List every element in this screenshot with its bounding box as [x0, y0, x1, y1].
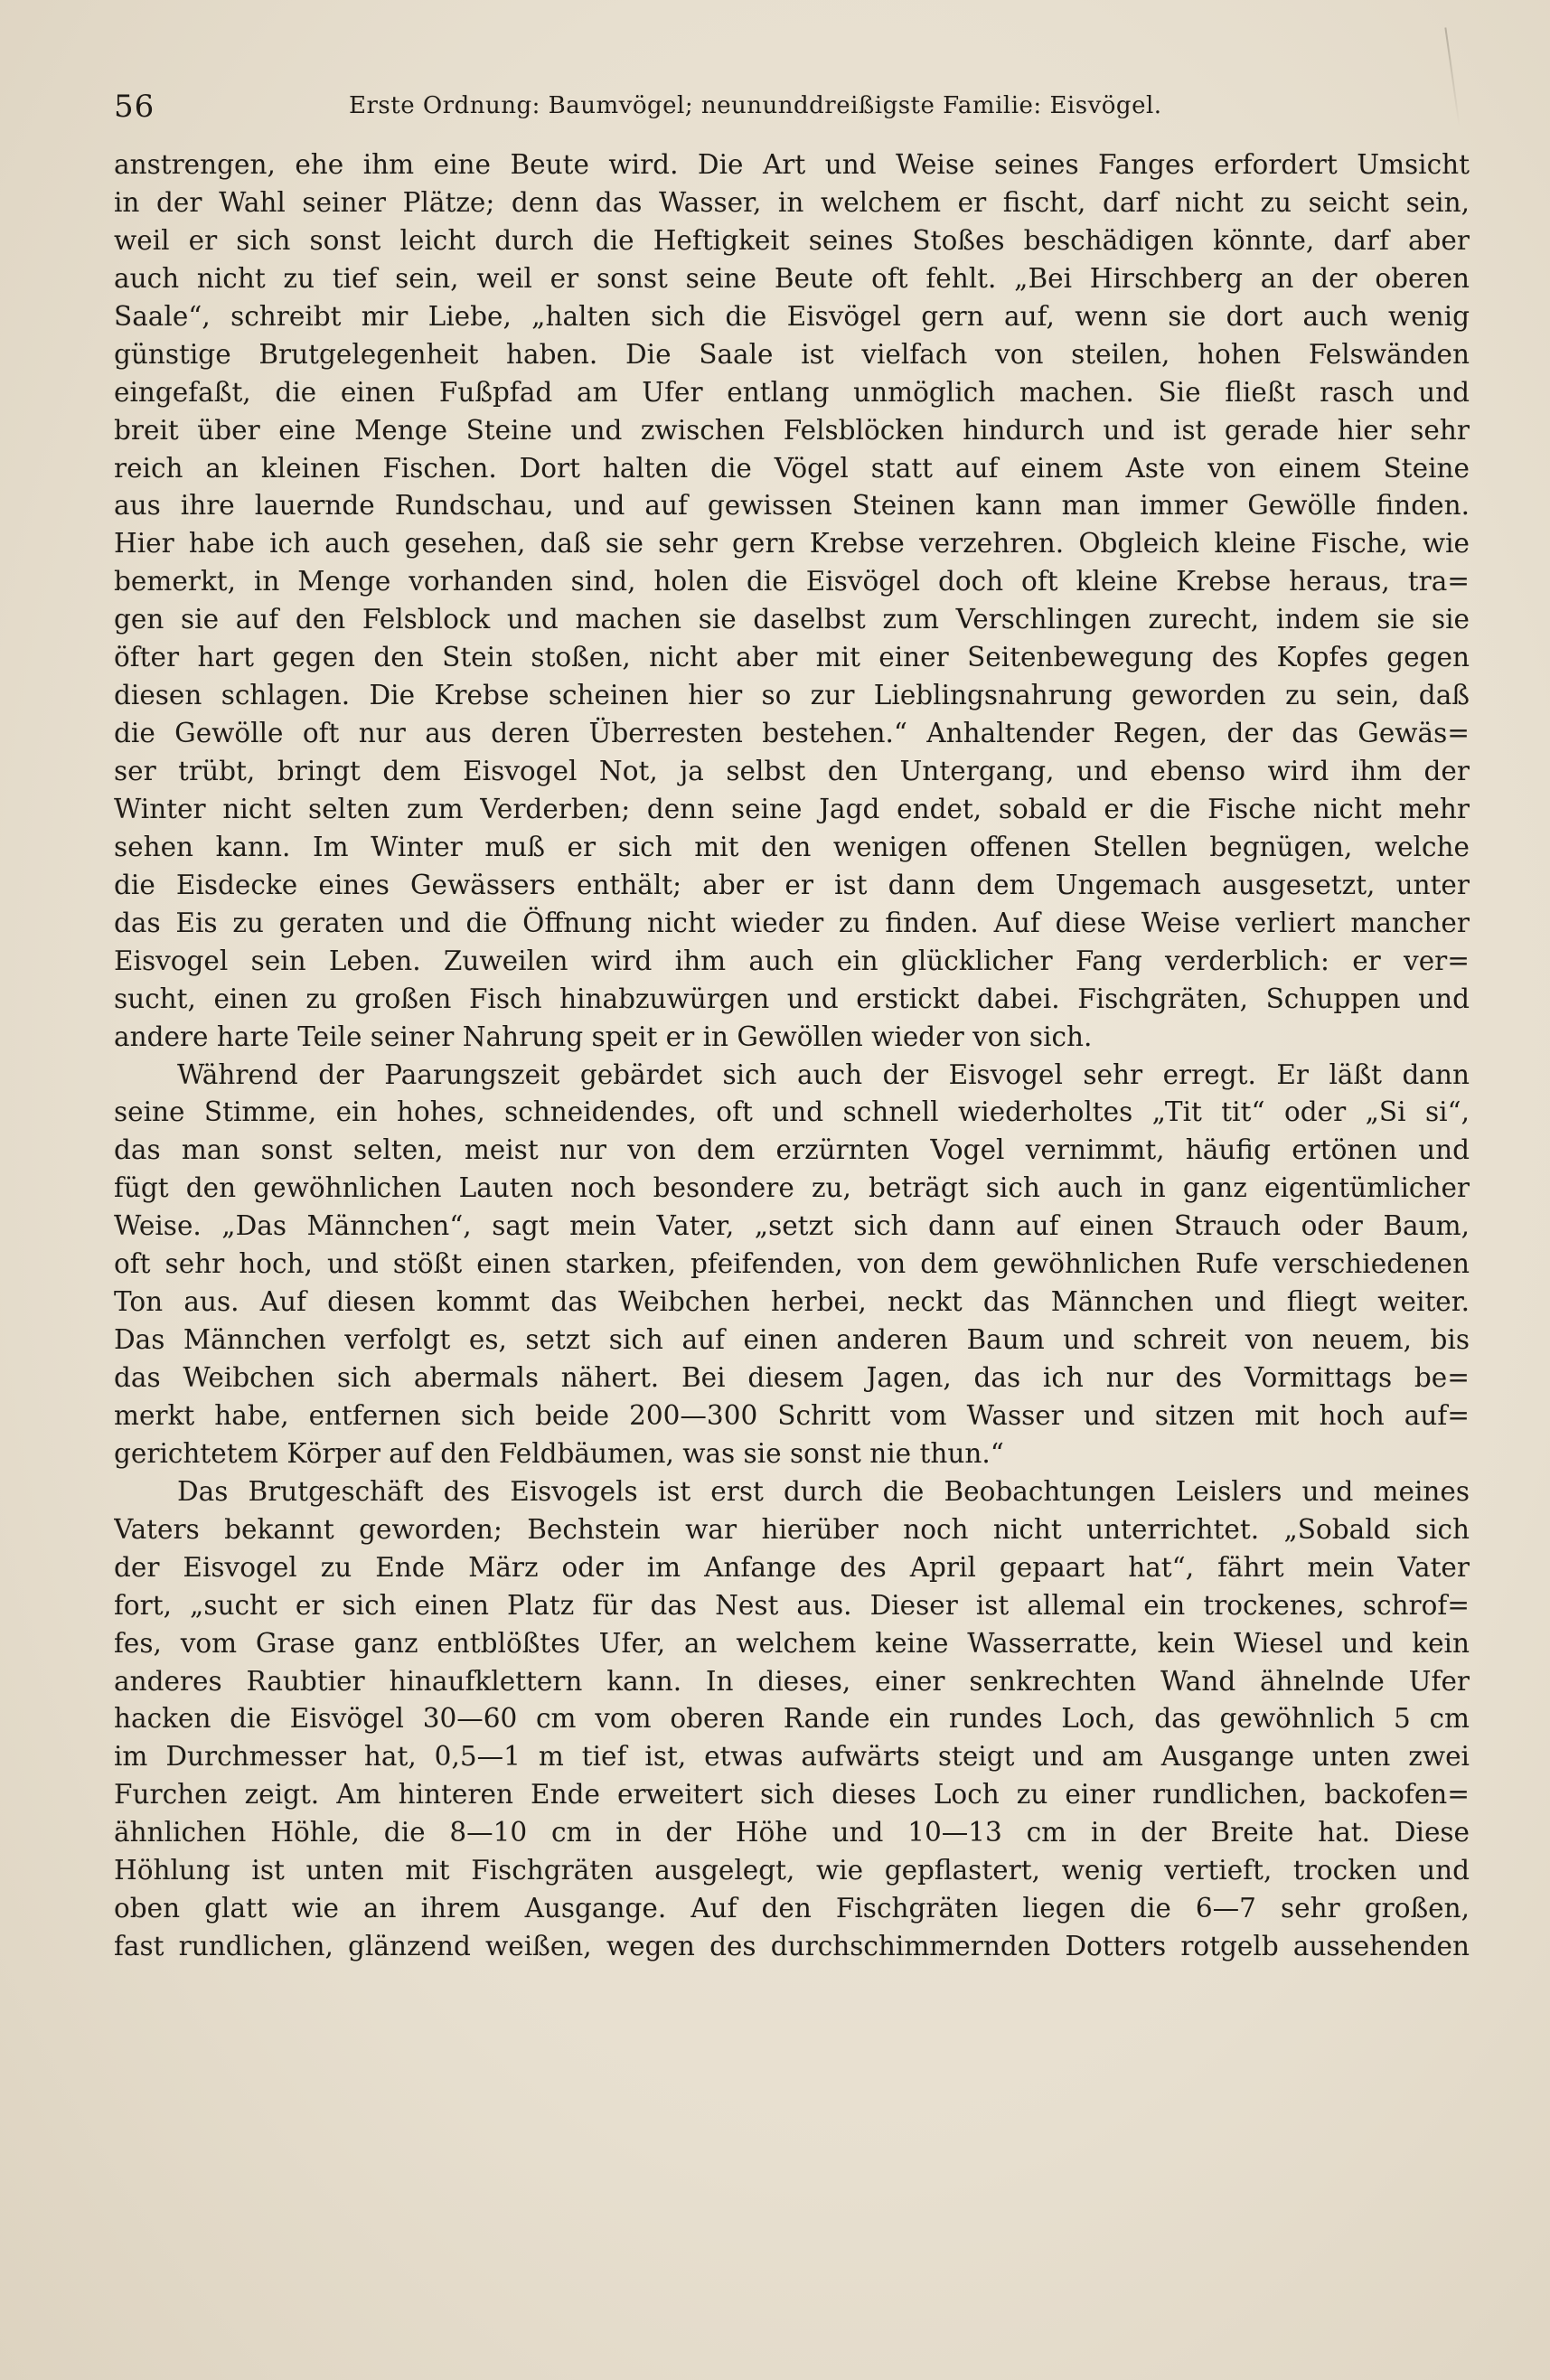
text-line: Ton aus. Auf diesen kommt das Weibchen herbei, neckt das Männchen und fliegt weiter.: [114, 1286, 1470, 1318]
text-line: Vaters bekannt geworden; Bechstein war hierüber noch nicht unterrichtet. „Sobald sich: [114, 1513, 1470, 1545]
text-line: Das Männchen verfolgt es, setzt sich auf einen anderen Baum und schreit von neuem, bis: [114, 1324, 1470, 1356]
text-line: anderes Raubtier hinaufklettern kann. In dieses, einer senkrechten Wand ähnelnde Ufer: [114, 1665, 1470, 1697]
text-line: Furchen zeigt. Am hinteren Ende erweitert sich dieses Loch zu einer rundlichen, backofen=: [114, 1779, 1470, 1811]
text-line: fast rundlichen, glänzend weißen, wegen des durchschimmernden Dotters rotgelb aussehenden: [114, 1931, 1470, 1962]
page-number: 56: [114, 89, 155, 125]
text-line: gen sie auf den Felsblock und machen sie daselbst zum Verschlingen zurecht, indem sie sie: [114, 604, 1470, 635]
page-header: [114, 89, 1470, 134]
text-line-paragraph-end: andere harte Teile seiner Nahrung speit er in Gewöllen wieder von sich.: [114, 1021, 1093, 1052]
text-line: merkt habe, entfernen sich beide 200—300 Schritt vom Wasser und sitzen mit hoch auf=: [114, 1399, 1470, 1431]
text-line: das man sonst selten, meist nur von dem erzürnten Vogel vernimmt, häufig ertönen und: [114, 1134, 1470, 1166]
text-line: breit über eine Menge Steine und zwischen Felsblöcken hindurch und ist gerade hier sehr: [114, 414, 1470, 446]
text-line: fes, vom Grase ganz entblößtes Ufer, an welchem keine Wasserratte, kein Wiesel und kein: [114, 1627, 1470, 1659]
text-line: Eisvogel sein Leben. Zuweilen wird ihm auch ein glücklicher Fang verderblich: er ver=: [114, 945, 1470, 976]
text-line: bemerkt, in Menge vorhanden sind, holen die Eisvögel doch oft kleine Krebse heraus, tra=: [114, 566, 1470, 597]
text-line: oben glatt wie an ihrem Ausgange. Auf den Fischgräten liegen die 6—7 sehr großen,: [114, 1893, 1470, 1924]
text-line: weil er sich sonst leicht durch die Heftigkeit seines Stoßes beschädigen könnte, darf aber: [114, 224, 1470, 256]
text-line: öfter hart gegen den Stein stoßen, nicht aber mit einer Seitenbewegung des Kopfes gegen: [114, 642, 1470, 673]
text-line: die Gewölle oft nur aus deren Überresten bestehen.“ Anhaltender Regen, der das Gewäs=: [114, 718, 1470, 749]
text-line: fügt den gewöhnlichen Lauten noch besondere zu, beträgt sich auch in ganz eigentümlicher: [114, 1172, 1470, 1204]
text-line: fort, „sucht er sich einen Platz für das Nest aus. Dieser ist allemal ein trockenes, schrof=: [114, 1589, 1470, 1621]
text-line: das Eis zu geraten und die Öffnung nicht wieder zu finden. Auf diese Weise verliert mancher: [114, 907, 1470, 938]
text-line: Hier habe ich auch gesehen, daß sie sehr gern Krebse verzehren. Obgleich kleine Fische, wie: [114, 528, 1470, 560]
text-line: der Eisvogel zu Ende März oder im Anfange des April gepaart hat“, fährt mein Vater: [114, 1551, 1470, 1583]
text-line: anstrengen, ehe ihm eine Beute wird. Die Art und Weise seines Fanges erfordert Umsicht: [114, 149, 1470, 180]
body-text: [114, 146, 1470, 1966]
text-line-paragraph-end: gerichtetem Körper auf den Feldbäumen, was sie sonst nie thun.“: [114, 1437, 1004, 1469]
text-line: Höhlung ist unten mit Fischgräten ausgelegt, wie gepflastert, wenig vertieft, trocken und: [114, 1855, 1470, 1886]
text-line: günstige Brutgelegenheit haben. Die Saale ist vielfach von steilen, hohen Felswänden: [114, 338, 1470, 370]
text-line: auch nicht zu tief sein, weil er sonst seine Beute oft fehlt. „Bei Hirschberg an der oberen: [114, 262, 1470, 294]
text-line: sucht, einen zu großen Fisch hinabzuwürgen und erstickt dabei. Fischgräten, Schuppen und: [114, 983, 1470, 1014]
text-line: die Eisdecke eines Gewässers enthält; aber er ist dann dem Ungemach ausgesetzt, unter: [114, 869, 1470, 900]
text-line: sehen kann. Im Winter muß er sich mit den wenigen offenen Stellen begnügen, welche: [114, 831, 1470, 862]
text-line: aus ihre lauernde Rundschau, und auf gewissen Steinen kann man immer Gewölle finden.: [114, 490, 1470, 522]
text-line-paragraph-start: Das Brutgeschäft des Eisvogels ist erst durch die Beobachtungen Leislers und meines: [177, 1475, 1470, 1507]
text-line: ser trübt, bringt dem Eisvogel Not, ja selbst den Untergang, und ebenso wird ihm der: [114, 756, 1470, 786]
text-line: oft sehr hoch, und stößt einen starken, pfeifenden, von dem gewöhnlichen Rufe verschiedenen: [114, 1248, 1470, 1280]
text-line: in der Wahl seiner Plätze; denn das Wasser, in welchem er fischt, darf nicht zu seicht sein,: [114, 186, 1470, 218]
text-line: das Weibchen sich abermals nähert. Bei diesem Jagen, das ich nur des Vormittags be=: [114, 1362, 1470, 1393]
text-line: eingefaßt, die einen Fußpfad am Ufer entlang unmöglich machen. Sie fließt rasch und: [114, 376, 1470, 408]
text-line: diesen schlagen. Die Krebse scheinen hier so zur Lieblingsnahrung geworden zu sein, daß: [114, 680, 1470, 711]
text-line: hacken die Eisvögel 30—60 cm vom oberen Rande ein rundes Loch, das gewöhnlich 5 cm: [114, 1703, 1470, 1735]
text-line: Weise. „Das Männchen“, sagt mein Vater, „setzt sich dann auf einen Strauch oder Baum,: [114, 1210, 1470, 1242]
text-line: seine Stimme, ein hohes, schneidendes, oft und schnell wiederholtes „Tit tit“ oder „Si si“,: [114, 1096, 1470, 1128]
text-line: Saale“, schreibt mir Liebe, „halten sich die Eisvögel gern auf, wenn sie dort auch wenig: [114, 300, 1470, 332]
text-line: Winter nicht selten zum Verderben; denn seine Jagd endet, sobald er die Fische nicht mehr: [114, 793, 1470, 824]
text-line: im Durchmesser hat, 0,5—1 m tief ist, etwas aufwärts steigt und am Ausgange unten zwei: [114, 1741, 1470, 1773]
text-line: reich an kleinen Fischen. Dort halten die Vögel statt auf einem Aste von einem Steine: [114, 452, 1470, 484]
text-line-paragraph-start: Während der Paarungszeit gebärdet sich auch der Eisvogel sehr erregt. Er läßt dann: [177, 1058, 1470, 1090]
text-line: ähnlichen Höhle, die 8—10 cm in der Höhe und 10—13 cm in der Breite hat. Diese: [114, 1817, 1470, 1848]
running-head: Erste Ordnung: Baumvögel; neununddreißigste Familie: Eisvögel.: [349, 92, 1162, 119]
